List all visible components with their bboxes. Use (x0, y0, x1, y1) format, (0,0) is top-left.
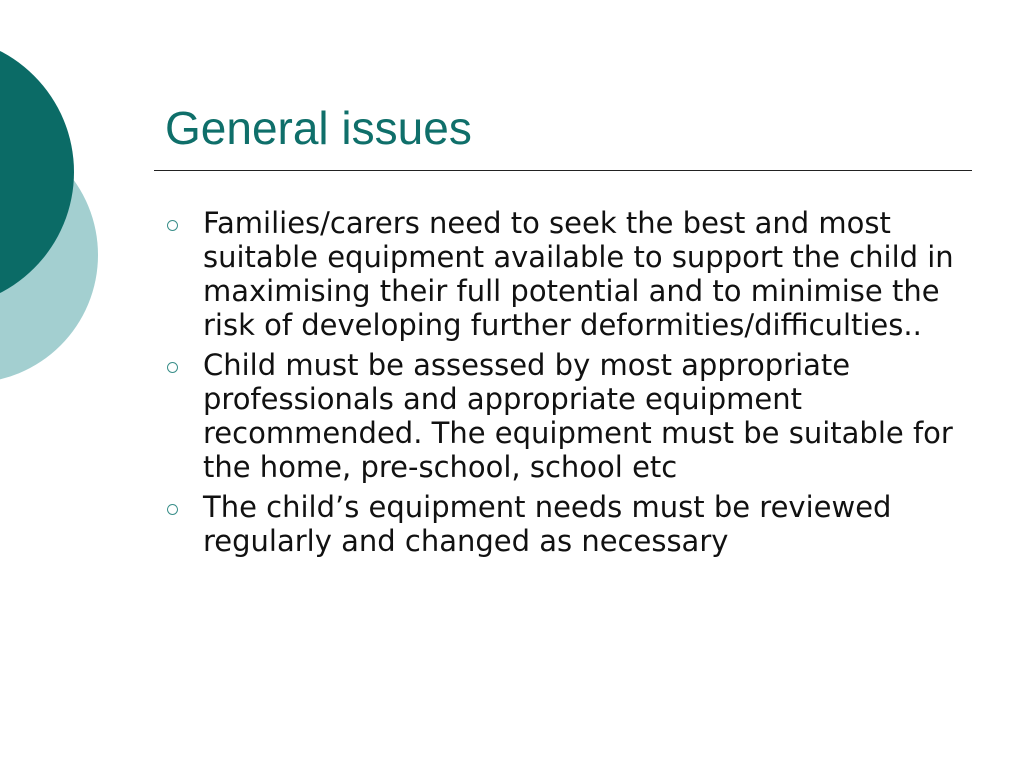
decorative-circles (0, 0, 120, 420)
circle-bullet-icon (167, 504, 178, 515)
bullet-item (160, 490, 970, 558)
circle-bullet-icon (167, 220, 178, 231)
bullet-text: The child’s equipment needs must be reviewed regularly and changed as necessary (203, 490, 892, 558)
bullet-list (160, 206, 970, 564)
bullet-item (160, 206, 970, 342)
slide-title: General issues (165, 102, 472, 154)
bullet-text: Child must be assessed by most appropriate professionals and appropriate equipment recommended. The equipment must be suitable for the home, pre-school, school etc (203, 348, 953, 484)
title-divider (154, 170, 972, 171)
circle-bullet-icon (167, 362, 178, 373)
bullet-text: Families/carers need to seek the best and most suitable equipment available to support the child in maximising their full potential and to minimise the risk of developing further deformities/difficulties.. (203, 206, 954, 342)
bullet-item (160, 348, 970, 484)
